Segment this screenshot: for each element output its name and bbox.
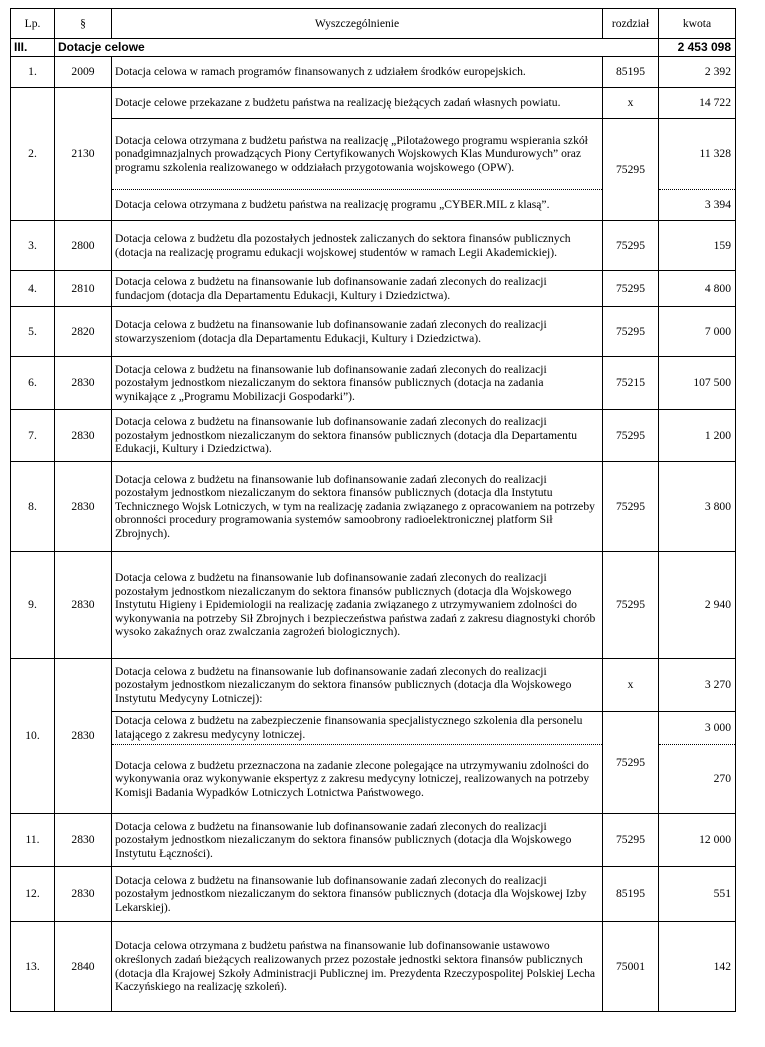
row-rozdzial: x: [603, 659, 659, 712]
row-paragraph: 2820: [55, 307, 112, 357]
row-lp: 5.: [11, 307, 55, 357]
row-rozdzial: 75295: [603, 462, 659, 552]
row-paragraph: 2830: [55, 814, 112, 867]
row-description: Dotacja celowa otrzymana z budżetu państwa na realizację „Pilotażowego programu wspierania szkół ponadgimnazjalnych prowadzących Piony Certyfikowanych Wojskowych Klas Mundurowych” oraz programu szkolenia realizowanego w oddziałach przygotowania wojskowego (OPW).: [112, 119, 603, 190]
row-rozdzial: x: [603, 88, 659, 119]
table-subrow: [11, 712, 736, 745]
table-subrow: [11, 119, 736, 190]
table-row: [11, 307, 736, 357]
row-rozdzial: 75295: [603, 814, 659, 867]
section-title: Dotacje celowe: [55, 39, 659, 57]
row-rozdzial: 85195: [603, 867, 659, 922]
row-kwota: 4 800: [659, 271, 736, 307]
row-lp: 12.: [11, 867, 55, 922]
header-rozdzial: rozdział: [603, 9, 659, 39]
row-rozdzial: 75295: [603, 119, 659, 221]
row-paragraph: 2130: [55, 88, 112, 221]
row-paragraph: 2810: [55, 271, 112, 307]
row-rozdzial: 75295: [603, 410, 659, 462]
row-lp: 10.: [11, 659, 55, 814]
row-kwota: 11 328: [659, 119, 736, 190]
row-kwota: 3 270: [659, 659, 736, 712]
table-row: [11, 814, 736, 867]
row-description: Dotacje celowe przekazane z budżetu państwa na realizację bieżących zadań własnych powiatu.: [112, 88, 603, 119]
row-description: Dotacja celowa otrzymana z budżetu państwa na realizację programu „CYBER.MIL z klasą”.: [112, 190, 603, 221]
row-paragraph: 2830: [55, 410, 112, 462]
table-row: [11, 57, 736, 88]
row-description: Dotacja celowa z budżetu przeznaczona na zadanie zlecone polegające na utrzymywaniu zdolności do wykonywania oraz wykonywanie ekspertyz z zakresu medycyny lotniczej, realizowanych na potrzeby Komisji Badania Wypadków Lotniczych Lotnictwa Państwowego.: [112, 745, 603, 814]
row-lp: 6.: [11, 357, 55, 410]
row-kwota: 7 000: [659, 307, 736, 357]
row-kwota: 1 200: [659, 410, 736, 462]
row-kwota: 3 800: [659, 462, 736, 552]
row-description: Dotacja celowa otrzymana z budżetu państwa na finansowanie lub dofinansowanie ustawowo określonych zadań bieżących realizowanych przez pozostałe jednostki sektora finansów publicznych (dotacja dla Krajowej Szkoły Administracji Publicznej im. Prezydenta Rzeczypospolitej Polskiej Lecha Kaczyńskiego na realizację szkoleń).: [112, 922, 603, 1012]
row-kwota: 2 392: [659, 57, 736, 88]
row-lp: 11.: [11, 814, 55, 867]
row-kwota: 159: [659, 221, 736, 271]
row-lp: 13.: [11, 922, 55, 1012]
row-description: Dotacja celowa z budżetu na finansowanie lub dofinansowanie zadań zleconych do realizacji pozostałym jednostkom niezaliczanym do sektora finansów publicznych (dotacja dla Wojskowego Instytutu Medycyny Lotniczej):: [112, 659, 603, 712]
row-description: Dotacja celowa z budżetu dla pozostałych jednostek zaliczanych do sektora finansów publicznych (dotacja na realizację programu edukacji wojskowej studentów w ramach Legii Akademickiej).: [112, 221, 603, 271]
row-kwota: 3 394: [659, 190, 736, 221]
header-row: [11, 9, 736, 39]
row-description: Dotacja celowa z budżetu na finansowanie lub dofinansowanie zadań zleconych do realizacji pozostałym jednostkom niezaliczanym do sektora finansów publicznych (dotacja dla Wojskowego Instytutu Łączności).: [112, 814, 603, 867]
row-paragraph: 2830: [55, 357, 112, 410]
section-lp: III.: [11, 39, 55, 57]
row-description: Dotacja celowa z budżetu na finansowanie lub dofinansowanie zadań zleconych do realizacji pozostałym jednostkom niezaliczanym do sektora finansów publicznych (dotacja na zadania wynikające z „Programu Mobilizacji Gospodarki”).: [112, 357, 603, 410]
row-lp: 8.: [11, 462, 55, 552]
table-row: [11, 659, 736, 712]
row-lp: 1.: [11, 57, 55, 88]
row-lp: 9.: [11, 552, 55, 659]
table-row: [11, 922, 736, 1012]
header-description: Wyszczególnienie: [112, 9, 603, 39]
table-row: [11, 271, 736, 307]
row-description: Dotacja celowa z budżetu na finansowanie lub dofinansowanie zadań zleconych do realizacji pozostałym jednostkom niezaliczanym do sektora finansów publicznych (dotacja dla Instytutu Technicznego Wojsk Lotniczych, w tym na realizację zadania związanego z opracowaniem na potrzeby obronności procedury programowania systemów samoobrony radioelektronicznej platform Sił Zbrojnych).: [112, 462, 603, 552]
row-rozdzial: 85195: [603, 57, 659, 88]
row-paragraph: 2830: [55, 552, 112, 659]
table-row: [11, 462, 736, 552]
row-kwota: 107 500: [659, 357, 736, 410]
row-kwota: 14 722: [659, 88, 736, 119]
table-row: [11, 88, 736, 119]
row-lp: 7.: [11, 410, 55, 462]
row-description: Dotacja celowa z budżetu na finansowanie lub dofinansowanie zadań zleconych do realizacji stowarzyszeniom (dotacja dla Departamentu Edukacji, Kultury i Dziedzictwa).: [112, 307, 603, 357]
row-kwota: 2 940: [659, 552, 736, 659]
row-lp: 2.: [11, 88, 55, 221]
row-description: Dotacja celowa z budżetu na finansowanie lub dofinansowanie zadań zleconych do realizacji pozostałym jednostkom niezaliczanym do sektora finansów publicznych (dotacja dla Departamentu Edukacji, Kultury i Dziedzictwa).: [112, 410, 603, 462]
row-rozdzial: 75295: [603, 307, 659, 357]
row-lp: 4.: [11, 271, 55, 307]
dotacje-table: [10, 8, 736, 1012]
row-kwota: 142: [659, 922, 736, 1012]
row-rozdzial: 75295: [603, 552, 659, 659]
row-description: Dotacja celowa z budżetu na zabezpieczenie finansowania specjalistycznego szkolenia dla personelu latającego z zakresu medycyny lotniczej.: [112, 712, 603, 745]
row-rozdzial: 75295: [603, 712, 659, 814]
row-rozdzial: 75001: [603, 922, 659, 1012]
table-row: [11, 867, 736, 922]
table-row: [11, 410, 736, 462]
header-lp: Lp.: [11, 9, 55, 39]
row-rozdzial: 75295: [603, 271, 659, 307]
row-lp: 3.: [11, 221, 55, 271]
row-kwota: 12 000: [659, 814, 736, 867]
section-row: [11, 39, 736, 57]
row-rozdzial: 75215: [603, 357, 659, 410]
row-paragraph: 2009: [55, 57, 112, 88]
row-rozdzial: 75295: [603, 221, 659, 271]
header-paragraph: §: [55, 9, 112, 39]
header-kwota: kwota: [659, 9, 736, 39]
row-paragraph: 2830: [55, 462, 112, 552]
table-row: [11, 552, 736, 659]
row-description: Dotacja celowa z budżetu na finansowanie lub dofinansowanie zadań zleconych do realizacji pozostałym jednostkom niezaliczanym do sektora finansów publicznych (dotacja dla Wojskowej Izby Lekarskiej).: [112, 867, 603, 922]
row-description: Dotacja celowa z budżetu na finansowanie lub dofinansowanie zadań zleconych do realizacji fundacjom (dotacja dla Departamentu Edukacji, Kultury i Dziedzictwa).: [112, 271, 603, 307]
table-row: [11, 221, 736, 271]
row-paragraph: 2800: [55, 221, 112, 271]
row-description: Dotacja celowa z budżetu na finansowanie lub dofinansowanie zadań zleconych do realizacji pozostałym jednostkom niezaliczanym do sektora finansów publicznych (dotacja dla Wojskowego Instytutu Higieny i Epidemiologii na realizację zadania związanego z utrzymywaniem zdolności do wykonywania na potrzeby Sił Zbrojnych i bezpieczeństwa państwa zadań z zakresu diagnostyki chorób wysoko zakaźnych oraz zwalczania zagrożeń biologicznych).: [112, 552, 603, 659]
row-kwota: 3 000: [659, 712, 736, 745]
row-paragraph: 2830: [55, 659, 112, 814]
table-row: [11, 357, 736, 410]
row-kwota: 270: [659, 745, 736, 814]
row-paragraph: 2830: [55, 867, 112, 922]
row-description: Dotacja celowa w ramach programów finansowanych z udziałem środków europejskich.: [112, 57, 603, 88]
row-paragraph: 2840: [55, 922, 112, 1012]
section-kwota: 2 453 098: [659, 39, 736, 57]
row-kwota: 551: [659, 867, 736, 922]
